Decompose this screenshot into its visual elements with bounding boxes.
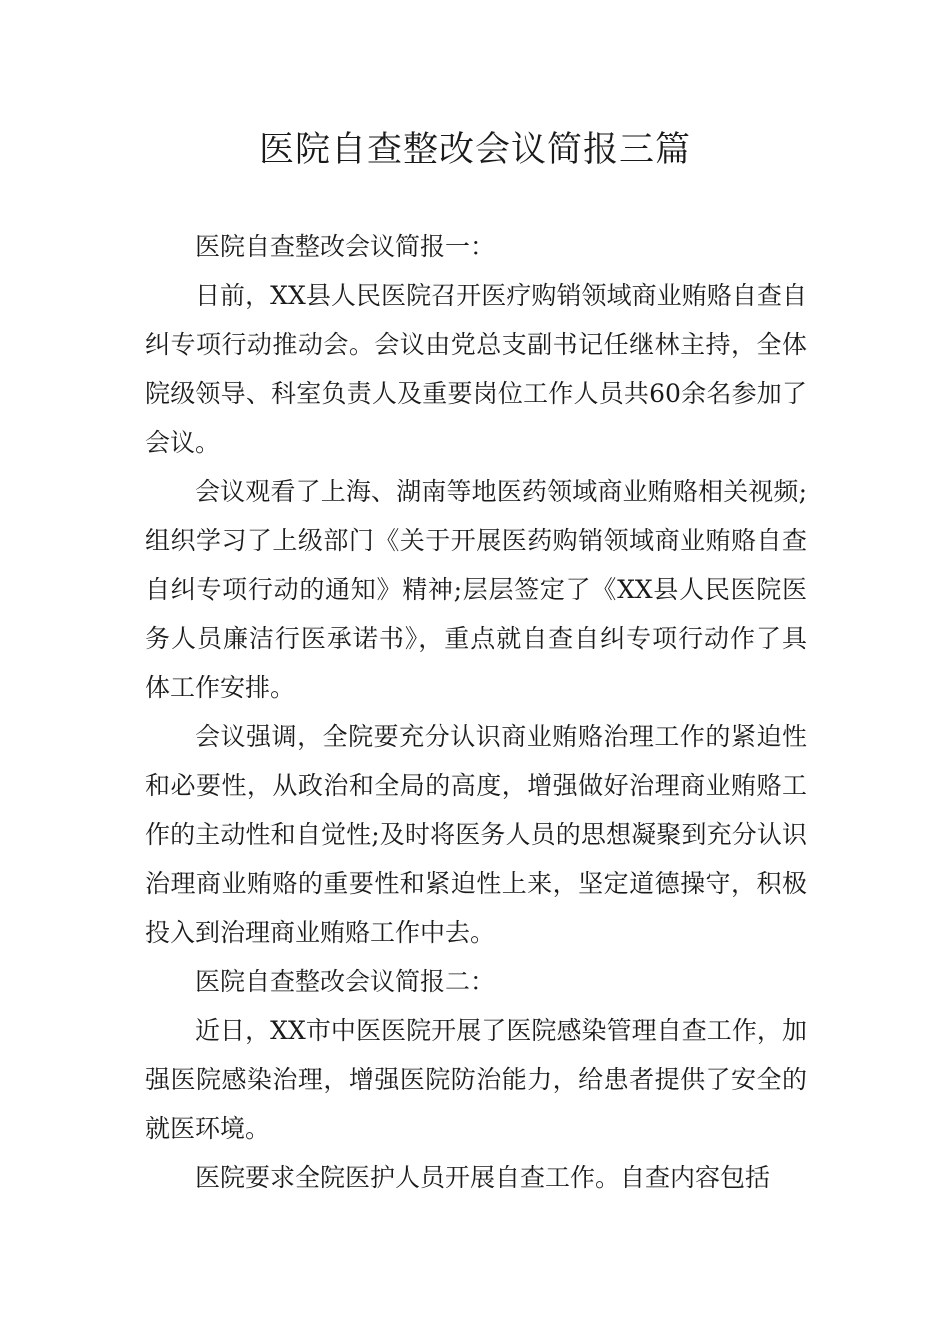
document-body: [145, 222, 807, 1202]
paragraph: 医院要求全院医护人员开展自查工作。自查内容包括: [195, 1163, 771, 1192]
section-heading-1: 医院自查整改会议简报一：: [195, 232, 496, 261]
paragraph: 近日，XX市中医医院开展了医院感染管理自查工作，加强医院感染治理，增强医院防治能力，给患者提供了安全的就医环境。: [145, 1016, 807, 1143]
document-title: 医院自查整改会议简报三篇: [258, 130, 691, 170]
paragraph: 日前，XX县人民医院召开医疗购销领域商业贿赂自查自纠专项行动推动会。会议由党总支副书记任继林主持，全体院级领导、科室负责人及重要岗位工作人员共60余名参加了会议。: [145, 281, 807, 457]
paragraph: 会议观看了上海、湖南等地医药领域商业贿赂相关视频;组织学习了上级部门《关于开展医药购销领域商业贿赂自查自纠专项行动的通知》精神;层层签定了《XX县人民医院医务人员廉洁行医承诺书》，重点就自查自纠专项行动作了具体工作安排。: [145, 477, 807, 702]
section-heading-2: 医院自查整改会议简报二：: [195, 967, 496, 996]
paragraph: 会议强调，全院要充分认识商业贿赂治理工作的紧迫性和必要性，从政治和全局的高度，增强做好治理商业贿赂工作的主动性和自觉性;及时将医务人员的思想凝聚到充分认识治理商业贿赂的重要性和紧迫性上来，坚定道德操守，积极投入到治理商业贿赂工作中去。: [145, 722, 807, 947]
